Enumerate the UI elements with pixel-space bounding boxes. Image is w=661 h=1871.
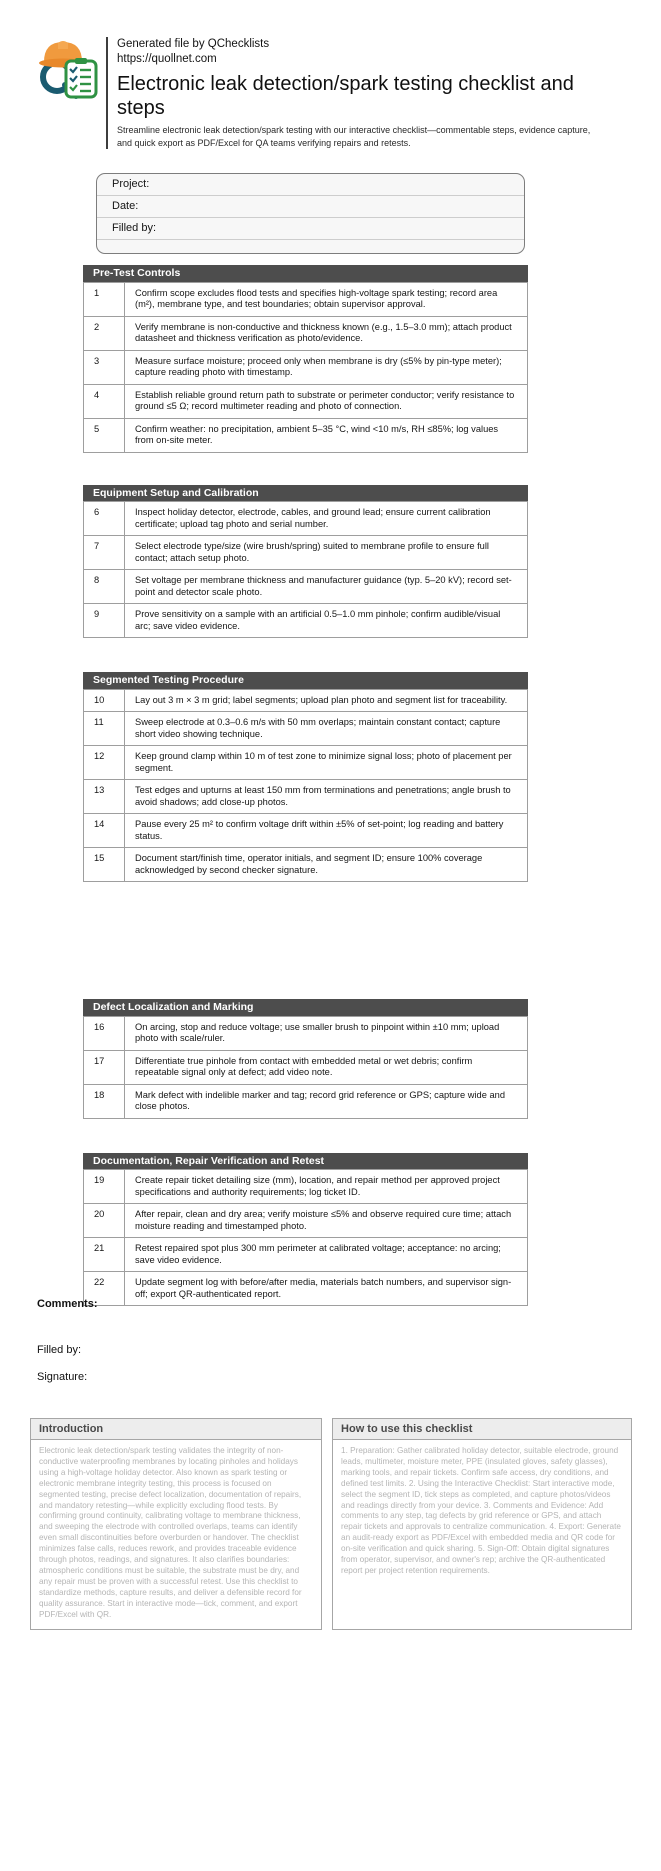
section-title: Equipment Setup and Calibration bbox=[93, 486, 259, 499]
how-to-use-title: How to use this checklist bbox=[333, 1419, 631, 1440]
generated-by-line: Generated file by QChecklists bbox=[117, 38, 270, 50]
table-row bbox=[84, 316, 528, 350]
step-number: 7 bbox=[84, 536, 125, 570]
introduction-body: Electronic leak detection/spark testing validates the integrity of non-conductive waterproofing membranes by locating pinholes and holidays using a high-voltage holiday detector. Also known as spark testing or electronic membrane integrity testing, this process is focused on segmented testing, precise defect localization, documentation of repairs, and mandatory retesting—while explicitly excluding flood tests. By confirming ground continuity, calibrating voltage to membrane thickness, and sweeping the electrode with controlled overlaps, teams can identify even small discontinuities before overburden or handover. The checklist minimizes false calls, reduces rework, and provides traceable evidence through photos, readings, and signatures. It also clarifies boundaries: atmospheric conditions must be suitable, the substrate must be dry, and any repair must be proven with a successful retest. Use this checklist to standardize methods, capture results, and deliver a defensible record for quality assurance. Start in interactive mode—tick, comment, and export PDF/Excel with QR. bbox=[39, 1446, 302, 1619]
table-row bbox=[84, 502, 528, 536]
step-number: 12 bbox=[84, 746, 125, 780]
comments-label: Comments: bbox=[37, 1298, 98, 1310]
table-row bbox=[84, 1016, 528, 1050]
filled-by-label: Filled by: bbox=[37, 1344, 82, 1356]
section-header bbox=[83, 672, 528, 689]
section-header bbox=[83, 485, 528, 502]
step-number: 3 bbox=[84, 350, 125, 384]
step-number: 18 bbox=[84, 1084, 125, 1118]
step-text: Mark defect with indelible marker and tag; record grid reference or GPS; capture wide and close photos. bbox=[125, 1084, 528, 1118]
step-text: Update segment log with before/after media, materials batch numbers, and supervisor sign-off; export QR-authenticated report. bbox=[125, 1272, 528, 1306]
table-row bbox=[84, 282, 528, 316]
step-text: Differentiate true pinhole from contact with embedded metal or wet debris; confirm repeatable signal only at defect; add video note. bbox=[125, 1050, 528, 1084]
step-number: 9 bbox=[84, 604, 125, 638]
meta-field-filled-by: Filled by: bbox=[97, 218, 524, 240]
checklist-section bbox=[83, 999, 528, 1119]
how-to-use-body: 1. Preparation: Gather calibrated holiday detector, suitable electrode, ground leads, multimeter, moisture meter, PPE (insulated gloves, safety glasses), marking tools, and repair tickets. Confirm safe access, dry conditions, and defined test limits. 2. Using the Interactive Checklist: Start interactive mode, select the segment ID, tick steps as completed, and capture photos/videos and readings directly from your device. 3. Comments and Evidence: Add comments to any step, tag defects by grid reference or GPS, and attach repair tickets and approvals to centralize communication. 4. Export: Generate an audit-ready export as PDF/Excel with embedded media and QR code for on-site verification and quick sharing. 5. Sign-Off: Obtain digital signatures from operator, supervisor, and owner's rep; archive the QR-authenticated report per project retention requirements. bbox=[341, 1446, 621, 1575]
checklist-section bbox=[83, 265, 528, 453]
section-table bbox=[83, 501, 528, 638]
info-columns bbox=[30, 1418, 632, 1630]
qchecklists-logo-icon bbox=[36, 37, 98, 101]
table-row bbox=[84, 1204, 528, 1238]
table-row bbox=[84, 746, 528, 780]
table-row bbox=[84, 570, 528, 604]
step-number: 2 bbox=[84, 316, 125, 350]
step-text: Set voltage per membrane thickness and manufacturer guidance (typ. 5–20 kV); record set-point and detector scale photo. bbox=[125, 570, 528, 604]
section-title: Segmented Testing Procedure bbox=[93, 674, 244, 686]
step-text: Test edges and upturns at least 150 mm from terminations and penetrations; angle brush to avoid shadows; add close-up photos. bbox=[125, 780, 528, 814]
step-text: Keep ground clamp within 10 m of test zone to minimize signal loss; photo of placement per segment. bbox=[125, 746, 528, 780]
step-number: 10 bbox=[84, 689, 125, 712]
step-number: 8 bbox=[84, 570, 125, 604]
table-row bbox=[84, 1238, 528, 1272]
step-text: After repair, clean and dry area; verify moisture ≤5% and observe required cure time; attach moisture reading and timestamped photo. bbox=[125, 1204, 528, 1238]
step-number: 17 bbox=[84, 1050, 125, 1084]
checklist-sections bbox=[83, 265, 528, 1306]
signature-label: Signature: bbox=[37, 1371, 88, 1383]
step-number: 14 bbox=[84, 814, 125, 848]
how-to-use-panel bbox=[332, 1418, 632, 1630]
table-row bbox=[84, 536, 528, 570]
introduction-title: Introduction bbox=[31, 1419, 321, 1440]
logo-svg bbox=[36, 37, 98, 101]
table-row bbox=[84, 604, 528, 638]
section-header bbox=[83, 999, 528, 1016]
table-row bbox=[84, 1050, 528, 1084]
step-number: 15 bbox=[84, 848, 125, 882]
step-text: Create repair ticket detailing size (mm), location, and repair method per approved project specifications and authority requirements; log ticket ID. bbox=[125, 1170, 528, 1204]
step-number: 1 bbox=[84, 282, 125, 316]
step-number: 6 bbox=[84, 502, 125, 536]
step-text: Prove sensitivity on a sample with an artificial 0.5–1.0 mm pinhole; confirm audible/visual arc; save video evidence. bbox=[125, 604, 528, 638]
table-row bbox=[84, 418, 528, 452]
step-text: Lay out 3 m × 3 m grid; label segments; upload plan photo and segment list for traceability. bbox=[125, 689, 528, 712]
table-row bbox=[84, 1170, 528, 1204]
step-number: 4 bbox=[84, 384, 125, 418]
step-text: Inspect holiday detector, electrode, cables, and ground lead; ensure current calibration certificate; upload tag photo and serial number. bbox=[125, 502, 528, 536]
section-title: Pre-Test Controls bbox=[93, 267, 181, 279]
section-header bbox=[83, 265, 528, 282]
meta-field-empty bbox=[97, 240, 524, 253]
table-row bbox=[84, 1272, 528, 1306]
checklist-section bbox=[83, 485, 528, 639]
table-row bbox=[84, 848, 528, 882]
page-subtitle: Streamline electronic leak detection/spark testing with our interactive checklist—commentable steps, evidence capture, and quick export as PDF/Excel for QA teams verifying repairs and retests. bbox=[117, 125, 591, 148]
table-row bbox=[84, 350, 528, 384]
section-title: Documentation, Repair Verification and Retest bbox=[93, 1154, 325, 1167]
site-url: https://quollnet.com bbox=[117, 52, 217, 65]
step-text: Confirm scope excludes flood tests and specifies high-voltage spark testing; record area (m²), membrane type, and test boundaries; obtain supervisor approval. bbox=[125, 282, 528, 316]
table-row bbox=[84, 814, 528, 848]
step-text: Measure surface moisture; proceed only when membrane is dry (≤5% by pin-type meter); capture reading photo with timestamp. bbox=[125, 350, 528, 384]
step-text: Establish reliable ground return path to substrate or perimeter conductor; verify resistance to ground ≤5 Ω; record multimeter reading and photo of connection. bbox=[125, 384, 528, 418]
step-number: 11 bbox=[84, 712, 125, 746]
step-text: Confirm weather: no precipitation, ambient 5–35 °C, wind <10 m/s, RH ≤85%; log values from on-site meter. bbox=[125, 418, 528, 452]
step-text: Select electrode type/size (wire brush/spring) suited to membrane profile to ensure full contact; attach setup photo. bbox=[125, 536, 528, 570]
table-row bbox=[84, 1084, 528, 1118]
clipboard-icon bbox=[66, 58, 96, 97]
section-header bbox=[83, 1153, 528, 1170]
step-number: 22 bbox=[84, 1272, 125, 1306]
document-header bbox=[36, 37, 617, 149]
step-number: 20 bbox=[84, 1204, 125, 1238]
step-number: 16 bbox=[84, 1016, 125, 1050]
step-text: On arcing, stop and reduce voltage; use smaller brush to pinpoint within ±10 mm; upload photo with scale/ruler. bbox=[125, 1016, 528, 1050]
step-text: Verify membrane is non-conductive and thickness known (e.g., 1.5–3.0 mm); attach product datasheet and thickness verification as photo/evidence. bbox=[125, 316, 528, 350]
section-title: Defect Localization and Marking bbox=[93, 1001, 254, 1013]
step-number: 21 bbox=[84, 1238, 125, 1272]
step-text: Sweep electrode at 0.3–0.6 m/s with 50 mm overlaps; maintain constant contact; capture short video showing technique. bbox=[125, 712, 528, 746]
step-text: Retest repaired spot plus 300 mm perimeter at calibrated voltage; acceptance: no arcing; save video evidence. bbox=[125, 1238, 528, 1272]
meta-field-date: Date: bbox=[97, 196, 524, 218]
table-row bbox=[84, 689, 528, 712]
table-row bbox=[84, 780, 528, 814]
introduction-panel bbox=[30, 1418, 322, 1630]
section-table bbox=[83, 282, 528, 453]
project-meta-box bbox=[96, 173, 525, 254]
step-text: Document start/finish time, operator initials, and segment ID; ensure 100% coverage acknowledged by second checker signature. bbox=[125, 848, 528, 882]
section-table bbox=[83, 1016, 528, 1119]
step-number: 5 bbox=[84, 418, 125, 452]
section-table bbox=[83, 1169, 528, 1306]
checklist-section bbox=[83, 672, 528, 882]
header-text-block bbox=[106, 37, 617, 149]
step-number: 13 bbox=[84, 780, 125, 814]
step-number: 19 bbox=[84, 1170, 125, 1204]
page-title: Electronic leak detection/spark testing checklist and steps bbox=[117, 73, 574, 120]
checklist-section bbox=[83, 1153, 528, 1307]
meta-field-project: Project: bbox=[97, 174, 524, 196]
section-table bbox=[83, 689, 528, 883]
table-row bbox=[84, 712, 528, 746]
table-row bbox=[84, 384, 528, 418]
step-text: Pause every 25 m² to confirm voltage drift within ±5% of set-point; log reading and battery status. bbox=[125, 814, 528, 848]
